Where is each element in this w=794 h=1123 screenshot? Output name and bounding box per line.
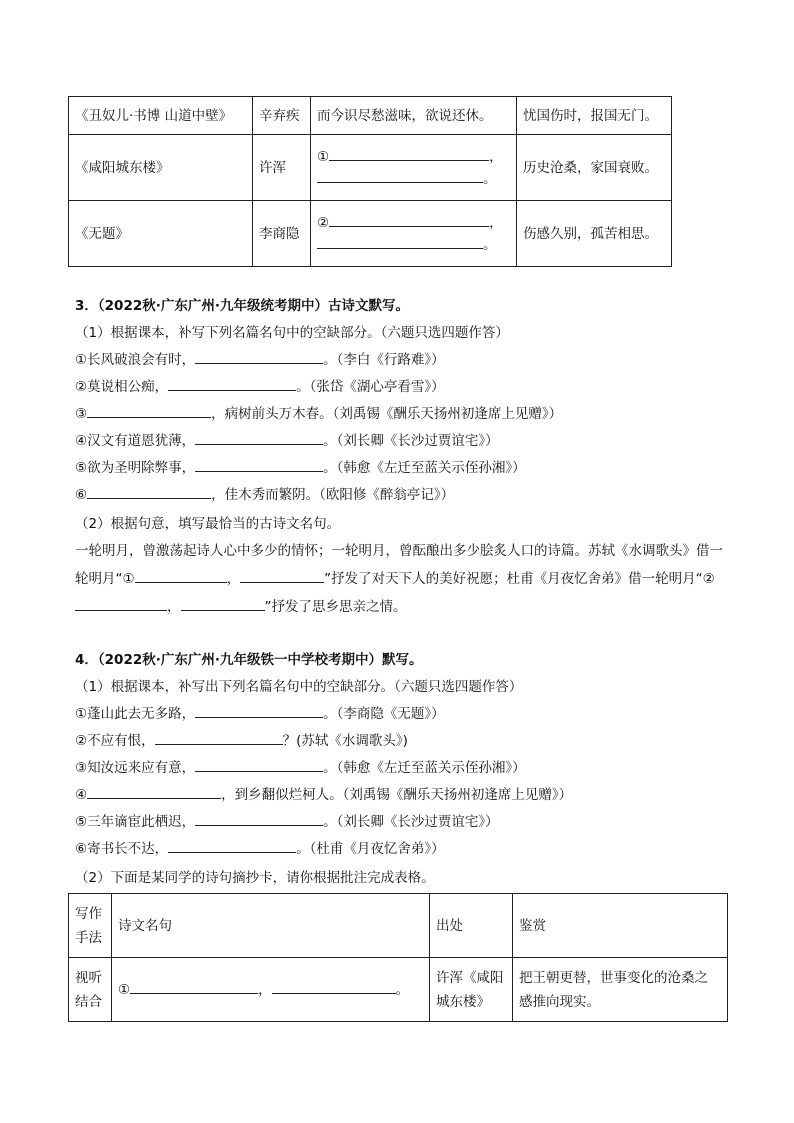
blank-marker: ② (317, 214, 330, 231)
question-4-heading: 4．（2022秋·广东广州·九年级铁一中学校考期中）默写。 (75, 652, 423, 668)
header-appreciation: 鉴赏 (513, 894, 728, 958)
fill-blank[interactable] (87, 403, 211, 418)
poem-emotion: 忧国伤时，报国无门。 (517, 97, 672, 135)
poem-title: 《咸阳城东楼》 (69, 135, 253, 201)
fill-blank[interactable] (329, 212, 489, 227)
header-lines: 诗文名句 (112, 894, 430, 958)
poem-author: 辛弃疾 (253, 97, 311, 135)
fill-blank[interactable] (317, 234, 483, 249)
cell-source: 许浑《咸阳城东楼》 (430, 958, 513, 1022)
fill-blank[interactable] (168, 838, 296, 853)
fill-blank[interactable] (130, 979, 258, 994)
fill-blank[interactable] (240, 568, 324, 583)
table-row (69, 201, 672, 267)
fill-blank[interactable] (181, 596, 265, 611)
blank-marker: ① (118, 981, 131, 998)
header-method: 写作手法 (69, 894, 112, 958)
poem-table-1 (68, 96, 672, 267)
fill-blank[interactable] (87, 784, 221, 799)
fill-blank[interactable] (75, 596, 167, 611)
poem-lines: 而今识尽愁滋味，欲说还休。 (311, 97, 517, 135)
cell-appreciation: 把王朝更替，世事变化的沧桑之感推向现实。 (513, 958, 728, 1022)
table-header-row (69, 894, 728, 958)
poem-emotion: 伤感久别，孤苦相思。 (517, 201, 672, 267)
q3-item-3: ③ ，病树前头万木春。（刘禹锡《酬乐天扬州初逢席上见赠》） (75, 402, 562, 422)
q4-item-1: ①蓬山此去无多路， 。（李商隐《无题》） (75, 702, 445, 722)
fill-blank[interactable] (155, 730, 283, 745)
table-row (69, 135, 672, 201)
poem-author: 许浑 (253, 135, 311, 201)
q3-item-2: ②莫说相公痴， 。（张岱《湖心亭看雪》） (75, 375, 445, 395)
fill-blank[interactable] (87, 484, 211, 499)
poem-title: 《丑奴儿·书博 山道中壁》 (69, 97, 253, 135)
fill-blank[interactable] (195, 457, 323, 472)
fill-blank[interactable] (272, 979, 396, 994)
excerpt-card-table (68, 893, 728, 1022)
poem-emotion: 历史沧桑，家国衰败。 (517, 135, 672, 201)
q3-item-6: ⑥ ，佳木秀而繁阴。（欧阳修《醉翁亭记》） (75, 483, 454, 503)
q4-item-5: ⑤三年谪宦此栖迟， 。（刘长卿《长沙过贾谊宅》） (75, 810, 499, 830)
fill-blank[interactable] (329, 146, 489, 161)
q3-part2-instruction: （2）根据句意，填写最恰当的古诗文名句。 (75, 516, 341, 532)
fill-blank[interactable] (135, 568, 227, 583)
poem-title: 《无题》 (69, 201, 253, 267)
q3-item-1: ①长风破浪会有时， 。（李白《行路难》） (75, 348, 445, 368)
blank-marker: ① (317, 148, 330, 165)
fill-blank[interactable] (195, 430, 323, 445)
q4-part1-instruction: （1）根据课本，补写出下列名篇名句中的空缺部分。（六题只选四题作答） (75, 679, 523, 695)
cell-method: 视听结合 (69, 958, 112, 1022)
q3-item-5: ⑤欲为圣明除弊事， 。（韩愈《左迁至蓝关示侄孙湘》） (75, 456, 526, 476)
table-row (69, 97, 672, 135)
fill-blank[interactable] (195, 757, 323, 772)
cell-lines: ① ， 。 (112, 958, 430, 1022)
fill-blank[interactable] (195, 811, 323, 826)
header-source: 出处 (430, 894, 513, 958)
table-row (69, 958, 728, 1022)
fill-blank[interactable] (195, 703, 323, 718)
poem-lines-blank: ① ， 。 (311, 135, 517, 201)
q4-item-4: ④ ，到乡翻似烂柯人。（刘禹锡《酬乐天扬州初逢席上见赠》） (75, 783, 572, 803)
poem-lines-blank: ② ， 。 (311, 201, 517, 267)
fill-blank[interactable] (317, 168, 483, 183)
fill-blank[interactable] (195, 349, 323, 364)
q3-paragraph: 一轮明月，曾激荡起诗人心中多少的情怀；一轮明月，曾酝酿出多少脍炙人口的诗篇。苏轼《水调歌头》借一轮明月“① ， ”抒发了对天下人的美好祝愿；杜甫《月夜忆舍弟》借一轮明月“②， ”抒发了思乡思亲之情。 (75, 543, 723, 615)
q4-item-3: ③知汝远来应有意， 。（韩愈《左迁至蓝关示侄孙湘》） (75, 756, 526, 776)
question-3-heading: 3．（2022秋·广东广州·九年级统考期中）古诗文默写。 (75, 298, 409, 314)
q4-item-6: ⑥寄书长不达， 。（杜甫《月夜忆舍弟》） (75, 837, 445, 857)
q4-part2-instruction: （2）下面是某同学的诗句摘抄卡，请你根据批注完成表格。 (75, 870, 435, 886)
q3-part1-instruction: （1）根据课本，补写下列名篇名句中的空缺部分。（六题只选四题作答） (75, 325, 509, 341)
q3-item-4: ④汉文有道恩犹薄， 。（刘长卿《长沙过贾谊宅》） (75, 429, 499, 449)
q4-item-2: ②不应有恨， ？(苏轼《水调歌头》) (75, 729, 408, 749)
poem-author: 李商隐 (253, 201, 311, 267)
fill-blank[interactable] (168, 376, 296, 391)
